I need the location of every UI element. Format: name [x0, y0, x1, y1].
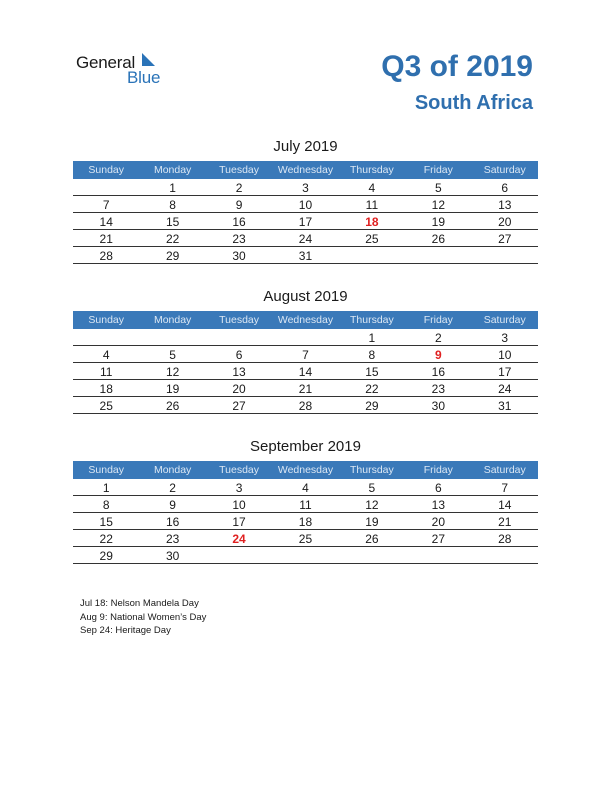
weeks-grid	[73, 179, 538, 264]
day-cell: 26	[165, 399, 180, 413]
day-cell: 20	[431, 515, 445, 529]
day-cell: 7	[102, 198, 110, 212]
weekday-header-row	[73, 311, 538, 329]
day-cell: 13	[498, 198, 512, 212]
day-cell: 26	[365, 532, 379, 546]
day-cell: 18	[99, 382, 113, 396]
day-cell: 6	[434, 481, 442, 495]
logo-triangle-icon	[142, 53, 156, 67]
day-cell: 16	[431, 365, 445, 379]
day-cell: 19	[365, 515, 379, 529]
empty-day-cell	[339, 547, 405, 563]
week-row	[73, 179, 538, 196]
day-cell: 2	[235, 181, 243, 195]
day-cell: 4	[302, 481, 309, 495]
day-cell: 17	[498, 365, 512, 379]
country-name: South Africa	[414, 92, 533, 114]
empty-day-cell	[206, 547, 272, 563]
weekday-header-row	[73, 461, 538, 479]
day-cell: 15	[165, 215, 180, 229]
day-cell: 8	[102, 498, 110, 512]
weekday-friday: Friday	[423, 314, 453, 326]
empty-day-cell	[272, 547, 338, 563]
day-cell: 4	[102, 348, 110, 362]
day-cell: 10	[232, 498, 246, 512]
day-cell: 29	[99, 549, 113, 563]
day-cell: 3	[501, 331, 509, 345]
day-cell: 20	[232, 382, 246, 396]
weekday-friday: Friday	[423, 164, 453, 176]
empty-day-cell	[405, 247, 471, 263]
day-cell: 27	[431, 532, 445, 546]
day-cell: 14	[99, 215, 113, 229]
day-cell: 5	[368, 481, 376, 495]
day-cell: 16	[165, 515, 180, 529]
week-row	[73, 380, 538, 397]
day-cell: 16	[232, 215, 246, 229]
week-row	[73, 346, 538, 363]
day-cell: 27	[232, 399, 246, 413]
day-cell: 1	[169, 181, 176, 195]
page-title: Q3 of 2019	[381, 50, 533, 83]
day-cell: 17	[232, 515, 246, 529]
empty-day-cell	[472, 247, 538, 263]
day-cell: 25	[99, 399, 113, 413]
week-row	[73, 230, 538, 247]
day-cell: 10	[298, 198, 313, 212]
day-cell: 22	[365, 382, 379, 396]
day-cell: 29	[365, 399, 379, 413]
weekday-saturday: Saturday	[483, 164, 526, 176]
empty-day-cell	[73, 179, 139, 195]
day-cell: 14	[298, 365, 313, 379]
day-cell: 12	[365, 498, 379, 512]
day-cell: 2	[169, 481, 176, 495]
day-cell: 30	[232, 249, 246, 263]
day-cell: 21	[498, 515, 512, 529]
day-cell: 8	[169, 198, 176, 212]
week-row	[73, 547, 538, 564]
day-cell: 10	[498, 348, 512, 362]
day-cell: 5	[434, 181, 442, 195]
day-cell: 9	[235, 198, 243, 212]
day-cell: 25	[365, 232, 379, 246]
month-july	[73, 135, 538, 264]
day-cell: 18	[298, 515, 313, 529]
holiday-note: Sep 24: Heritage Day	[80, 625, 171, 636]
holiday-day-cell: 18	[365, 215, 379, 229]
day-cell: 2	[434, 331, 442, 345]
weekday-tuesday: Tuesday	[219, 164, 259, 176]
day-cell: 20	[498, 215, 512, 229]
day-cell: 3	[235, 481, 243, 495]
holiday-day-cell: 24	[232, 532, 246, 546]
day-cell: 5	[169, 348, 176, 362]
holiday-day-cell: 9	[434, 348, 442, 362]
day-cell: 19	[165, 382, 180, 396]
weekday-sunday: Sunday	[88, 164, 125, 176]
day-cell: 23	[431, 382, 445, 396]
logo-text-general: General	[76, 53, 136, 72]
empty-day-cell	[206, 329, 272, 345]
weeks-grid	[73, 479, 538, 564]
weekday-saturday: Saturday	[483, 464, 526, 476]
empty-day-cell	[405, 547, 471, 563]
week-row	[73, 196, 538, 213]
weekday-saturday: Saturday	[483, 314, 526, 326]
logo-text-blue: Blue	[127, 68, 161, 87]
day-cell: 30	[431, 399, 445, 413]
day-cell: 7	[501, 481, 509, 495]
weekday-tuesday: Tuesday	[219, 314, 259, 326]
weekday-wednesday: Wednesday	[277, 314, 334, 326]
day-cell: 19	[431, 215, 445, 229]
weekday-sunday: Sunday	[88, 314, 125, 326]
day-cell: 22	[165, 232, 180, 246]
day-cell: 21	[99, 232, 113, 246]
day-cell: 24	[498, 382, 512, 396]
day-cell: 14	[498, 498, 512, 512]
day-cell: 15	[99, 515, 113, 529]
day-cell: 22	[99, 532, 113, 546]
day-cell: 17	[298, 215, 313, 229]
weekday-sunday: Sunday	[88, 464, 125, 476]
day-cell: 8	[368, 348, 376, 362]
month-title: July 2019	[273, 138, 338, 155]
holiday-notes	[80, 597, 206, 638]
empty-day-cell	[139, 329, 205, 345]
day-cell: 28	[298, 399, 313, 413]
day-cell: 30	[165, 549, 180, 563]
day-cell: 4	[368, 181, 376, 195]
week-row	[73, 530, 538, 547]
day-cell: 29	[165, 249, 180, 263]
day-cell: 11	[299, 498, 312, 512]
weekday-monday: Monday	[153, 464, 192, 476]
day-cell: 28	[498, 532, 512, 546]
empty-day-cell	[339, 247, 405, 263]
day-cell: 24	[298, 232, 313, 246]
weekday-thursday: Thursday	[350, 314, 394, 326]
day-cell: 12	[165, 365, 180, 379]
day-cell: 11	[365, 198, 379, 212]
day-cell: 3	[302, 181, 309, 195]
week-row	[73, 397, 538, 414]
month-title: August 2019	[263, 288, 348, 305]
weekday-header-row	[73, 161, 538, 179]
day-cell: 31	[298, 249, 313, 263]
week-row	[73, 496, 538, 513]
day-cell: 1	[368, 331, 376, 345]
day-cell: 11	[99, 365, 113, 379]
day-cell: 23	[232, 232, 246, 246]
week-row	[73, 329, 538, 346]
logo	[76, 53, 176, 89]
holiday-note: Jul 18: Nelson Mandela Day	[80, 598, 199, 609]
day-cell: 28	[99, 249, 113, 263]
day-cell: 12	[431, 198, 445, 212]
month-august	[73, 285, 538, 414]
week-row	[73, 363, 538, 380]
day-cell: 13	[431, 498, 445, 512]
day-cell: 13	[232, 365, 246, 379]
day-cell: 6	[235, 348, 243, 362]
weekday-friday: Friday	[423, 464, 453, 476]
weeks-grid	[73, 329, 538, 414]
day-cell: 1	[102, 481, 110, 495]
weekday-monday: Monday	[153, 164, 192, 176]
day-cell: 23	[165, 532, 180, 546]
day-cell: 15	[365, 365, 379, 379]
weekday-wednesday: Wednesday	[277, 164, 334, 176]
weekday-monday: Monday	[153, 314, 192, 326]
empty-day-cell	[272, 329, 338, 345]
day-cell: 27	[498, 232, 512, 246]
empty-day-cell	[73, 329, 139, 345]
weekday-wednesday: Wednesday	[277, 464, 334, 476]
day-cell: 26	[431, 232, 445, 246]
week-row	[73, 479, 538, 496]
weekday-tuesday: Tuesday	[219, 464, 259, 476]
day-cell: 31	[498, 399, 512, 413]
weekday-thursday: Thursday	[350, 164, 394, 176]
holiday-note: Aug 9: National Women’s Day	[80, 611, 207, 623]
week-row	[73, 247, 538, 264]
day-cell: 7	[302, 348, 309, 362]
weekday-thursday: Thursday	[350, 464, 394, 476]
month-title: September 2019	[250, 438, 361, 455]
day-cell: 9	[169, 498, 176, 512]
month-september	[73, 435, 538, 564]
week-row	[73, 513, 538, 530]
day-cell: 25	[298, 532, 313, 546]
day-cell: 6	[501, 181, 509, 195]
week-row	[73, 213, 538, 230]
day-cell: 21	[298, 382, 313, 396]
empty-day-cell	[472, 547, 538, 563]
